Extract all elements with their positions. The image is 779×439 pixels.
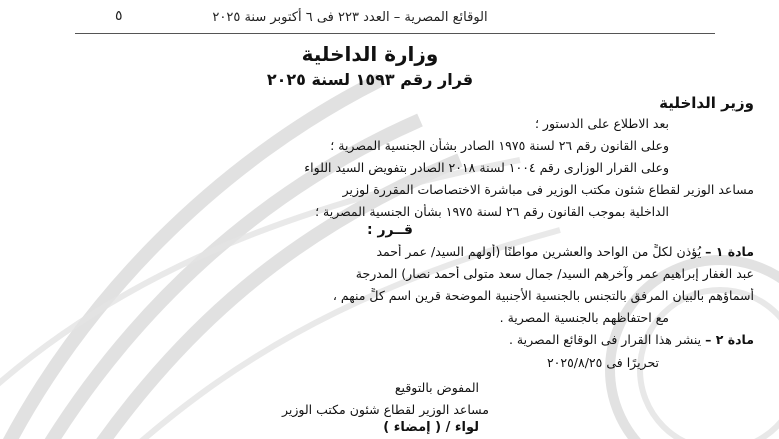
preamble-line: وعلى القانون رقم ٢٦ لسنة ١٩٧٥ الصادر بشأن الجنسية المصرية ؛ bbox=[330, 138, 669, 153]
page-number: ٥ bbox=[115, 8, 123, 24]
preamble-line: مساعد الوزير لقطاع شئون مكتب الوزير فى مباشرة الاختصاصات المقررة لوزير bbox=[342, 182, 754, 197]
header-divider bbox=[75, 33, 715, 34]
issue-date: تحريرًا فى ٢٠٢٥/٨/٢٥ bbox=[546, 355, 659, 370]
article-2-line bbox=[154, 332, 754, 347]
article-1-line: أسماؤهم بالبيان المرفق بالتجنس بالجنسية الأجنبية الموضحة قرين اسم كلٍّ منهم ، bbox=[332, 288, 754, 303]
delegate-title: مساعد الوزير لقطاع شئون مكتب الوزير bbox=[281, 402, 489, 417]
article-2-label: مادة ٢ – bbox=[705, 332, 754, 347]
article-1-line: عبد الغفار إبراهيم عمر وآخرهم السيد/ جمال سعد متولى أحمد نصار) المدرجة bbox=[355, 266, 754, 281]
article-2-text: ينشر هذا القرار فى الوقائع المصرية . bbox=[508, 332, 702, 347]
ministry-title: وزارة الداخلية bbox=[301, 42, 439, 66]
signature-line: لواء / ( إمضاء ) bbox=[383, 420, 479, 435]
preamble-line: الداخلية بموجب القانون رقم ٢٦ لسنة ١٩٧٥ بشأن الجنسية المصرية ؛ bbox=[315, 204, 669, 219]
decree-number: قرار رقم ١٥٩٣ لسنة ٢٠٢٥ bbox=[266, 70, 474, 89]
article-1-label: مادة ١ – bbox=[705, 244, 754, 259]
preamble-line: وعلى القرار الوزارى رقم ١٠٠٤ لسنة ٢٠١٨ الصادر بتفويض السيد اللواء bbox=[304, 160, 669, 175]
article-1-line: مع احتفاظهم بالجنسية المصرية . bbox=[499, 310, 669, 325]
preamble-line: بعد الاطلاع على الدستور ؛ bbox=[534, 116, 669, 131]
article-1-line bbox=[24, 244, 754, 259]
article-1-text: يُؤذن لكلٍّ من الواحد والعشرين مواطنًا (أولهم السيد/ عمر أحمد bbox=[376, 244, 702, 259]
running-header: الوقائع المصرية – العدد ٢٢٣ فى ٦ أكتوبر سنة ٢٠٢٥ bbox=[212, 10, 488, 25]
issuer-title: وزير الداخلية bbox=[659, 94, 754, 112]
decided-label: قــرر : bbox=[367, 222, 413, 238]
delegate-label: المفوض بالتوقيع bbox=[394, 380, 479, 395]
